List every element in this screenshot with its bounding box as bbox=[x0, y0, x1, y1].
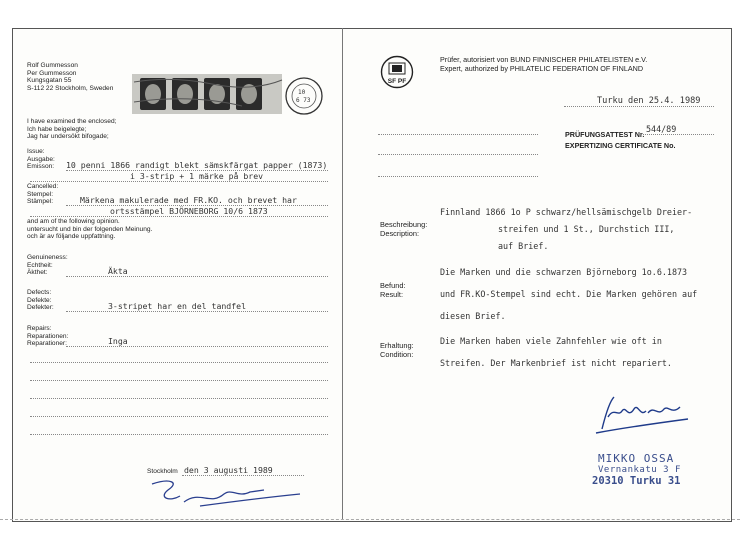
cancel-label: Stempel: bbox=[27, 190, 54, 198]
condition-label: Condition: bbox=[380, 350, 414, 359]
opinion-text bbox=[27, 218, 152, 241]
signature-image bbox=[140, 476, 320, 512]
cert-number: 544/89 bbox=[646, 124, 677, 134]
cancel-label: Cancelled: bbox=[27, 183, 59, 190]
blank-dotted-line bbox=[30, 416, 328, 417]
repairs-dotted-line bbox=[66, 346, 328, 347]
condition-label: Erhaltung: bbox=[380, 341, 414, 350]
condition-labels bbox=[380, 341, 414, 359]
repairs-value: Inga bbox=[108, 336, 128, 346]
result-text bbox=[440, 261, 697, 327]
opinion-line: untersucht und bin der folgenden Meinung. bbox=[27, 225, 153, 233]
postage-stamp-strip-image bbox=[132, 72, 330, 120]
date-dotted-line bbox=[564, 106, 714, 107]
condition-text bbox=[440, 330, 672, 374]
sender-line: Rolf Gummesson bbox=[27, 62, 78, 69]
examined-line: Ich habe beigelegte; bbox=[27, 125, 87, 133]
svg-text:10: 10 bbox=[298, 89, 306, 96]
genuineness-value: Äkta bbox=[108, 266, 128, 276]
expert-stamp-city: 20310 Turku 31 bbox=[592, 475, 681, 487]
result-line: diesen Brief. bbox=[440, 311, 506, 321]
genuineness-label: Äkthet: bbox=[27, 269, 48, 277]
cancel-labels bbox=[27, 183, 58, 206]
defects-labels bbox=[27, 289, 54, 312]
address-dotted-line bbox=[378, 154, 538, 155]
issue-value-line1: 10 penni 1866 randigt blekt sämskfärgat papper (1873) bbox=[66, 160, 328, 170]
repairs-label: Reparationen: bbox=[27, 332, 69, 340]
condition-line: Streifen. Der Markenbrief ist nicht repariert. bbox=[440, 358, 672, 368]
result-label: Result: bbox=[380, 290, 404, 299]
issue-label: Ausgabe: bbox=[27, 155, 55, 163]
examined-text bbox=[27, 118, 116, 141]
expert-signature-image bbox=[588, 393, 698, 437]
sender-address bbox=[27, 62, 113, 92]
genuineness-dotted-line bbox=[66, 276, 328, 277]
place-date: Turku den 25.4. 1989 bbox=[597, 96, 701, 106]
description-label: Beschreibung: bbox=[380, 220, 428, 229]
address-dotted-line bbox=[378, 134, 538, 135]
defects-label: Defekter: bbox=[27, 304, 54, 312]
issue-labels bbox=[27, 148, 55, 171]
federation-logo-icon bbox=[380, 55, 414, 89]
result-line: Die Marken und die schwarzen Björneborg 1o.6.1873 bbox=[440, 267, 688, 277]
defects-label: Defekte: bbox=[27, 296, 52, 304]
header-line: Prüfer, autorisiert von BUND FINNISCHER PHILATELISTEN e.V. bbox=[440, 55, 648, 64]
cert-label-en: EXPERTIZING CERTIFICATE No. bbox=[565, 141, 676, 150]
opinion-line: and am of the following opinion. bbox=[27, 218, 120, 225]
genuineness-label: Genuineness: bbox=[27, 254, 68, 261]
expert-stamp-name: MIKKO OSSA bbox=[598, 452, 675, 465]
condition-line: Die Marken haben viele Zahnfehler wie oft in bbox=[440, 336, 662, 346]
header-line: Expert, authorized by PHILATELIC FEDERATION OF FINLAND bbox=[440, 64, 644, 73]
address-dotted-line bbox=[378, 176, 538, 177]
sender-line: S-112 22 Stockholm, Sweden bbox=[27, 84, 114, 92]
postmark-icon bbox=[286, 78, 322, 114]
description-label: Description: bbox=[380, 229, 420, 238]
signing-date: den 3 augusti 1989 bbox=[184, 465, 273, 475]
svg-text:6 73: 6 73 bbox=[296, 97, 311, 104]
logo-text: SF PF bbox=[387, 78, 407, 85]
expert-header bbox=[440, 55, 647, 73]
signing-place: Stockholm bbox=[147, 468, 178, 475]
blank-dotted-line bbox=[30, 380, 328, 381]
page-fold-divider bbox=[342, 28, 343, 520]
examined-line: Jag har undersökt bifogade; bbox=[27, 133, 109, 141]
defects-dotted-line bbox=[66, 311, 328, 312]
blank-dotted-line bbox=[30, 362, 328, 363]
blank-dotted-line bbox=[30, 398, 328, 399]
repairs-labels bbox=[27, 325, 68, 348]
description-text bbox=[440, 204, 692, 255]
description-line: streifen und 1 St., Durchstich III, bbox=[498, 224, 675, 234]
issue-value-line2: i 3-strip + 1 märke på brev bbox=[130, 171, 264, 181]
cert-dotted-line bbox=[640, 134, 714, 135]
repairs-label: Reparationer: bbox=[27, 340, 67, 348]
defects-label: Defects: bbox=[27, 289, 52, 296]
defects-value: 3-stripet har en del tandfel bbox=[108, 301, 247, 311]
genuineness-labels bbox=[27, 254, 68, 277]
result-label: Befund: bbox=[380, 281, 406, 290]
description-labels bbox=[380, 220, 427, 238]
result-labels bbox=[380, 281, 405, 299]
cancel-label: Stämpel: bbox=[27, 198, 54, 206]
result-line: und FR.KO-Stempel sind echt. Die Marken gehören auf bbox=[440, 289, 698, 299]
description-line: Finnland 1866 1o P schwarz/hellsämischgelb Dreier- bbox=[440, 207, 693, 217]
expert-stamp-street: Vernankatu 3 F bbox=[598, 465, 681, 475]
description-line: auf Brief. bbox=[498, 241, 549, 251]
cancel-value-line2: ortsstämpel BJÖRNEBORG 10/6 1873 bbox=[110, 206, 268, 216]
issue-label: Issue: bbox=[27, 148, 45, 155]
issue-label: Emisson: bbox=[27, 163, 55, 171]
sender-line: Kungsgatan 55 bbox=[27, 77, 72, 85]
cancel-dotted-line bbox=[30, 216, 328, 217]
repairs-label: Repairs: bbox=[27, 325, 52, 332]
issue-dotted-line bbox=[30, 181, 328, 182]
opinion-line: och är av följande uppfattning. bbox=[27, 233, 116, 241]
sender-line: Per Gummesson bbox=[27, 69, 77, 77]
cert-label-de: PRÜFUNGSATTEST Nr. bbox=[565, 130, 645, 139]
genuineness-label: Echtheit: bbox=[27, 261, 53, 269]
cancel-value-line1: Märkena makulerade med FR.KO. och brevet har bbox=[80, 195, 297, 205]
page-bottom-edge bbox=[0, 519, 740, 520]
blank-dotted-line bbox=[30, 434, 328, 435]
examined-line: I have examined the enclosed; bbox=[27, 118, 117, 125]
